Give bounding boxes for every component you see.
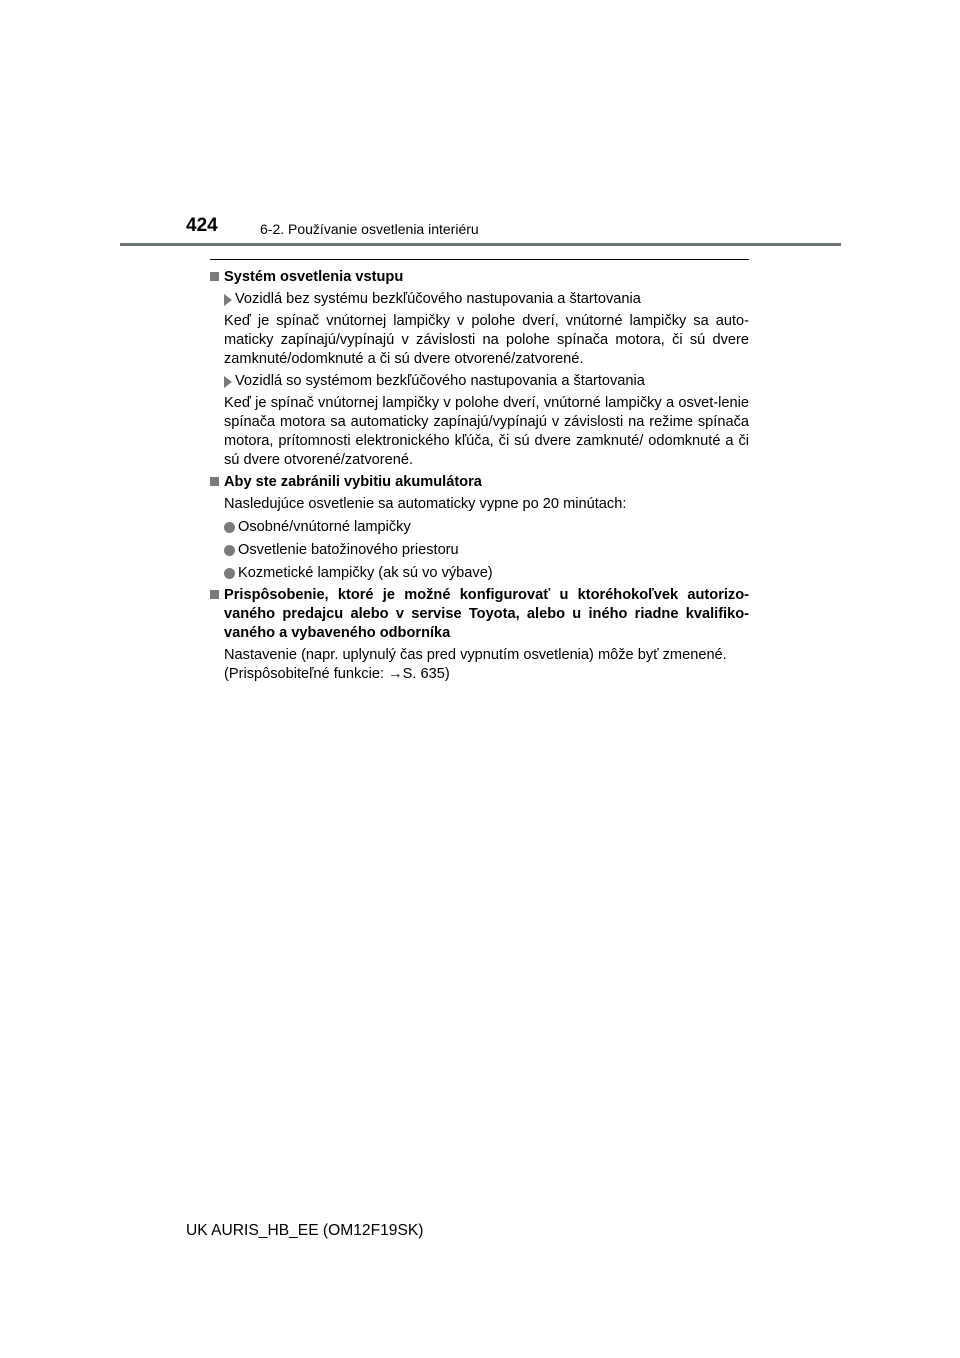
paragraph: Nasledujúce osvetlenie sa automaticky vypne po 20 minútach:: [224, 496, 627, 512]
section-title: 6-2. Používanie osvetlenia interiéru: [260, 221, 479, 237]
list-item-text: Kozmetické lampičky (ak sú vo výbave): [238, 565, 493, 581]
triangle-bullet-icon: [224, 294, 232, 306]
circle-bullet-icon: [224, 545, 235, 556]
footer-code: UK AURIS_HB_EE (OM12F19SK): [186, 1222, 424, 1239]
list-item: [224, 564, 749, 583]
heading-battery-discharge: [210, 473, 749, 492]
heading-text: Prispôsobenie, ktoré je možné konfigurovať u ktoréhokoľvek autorizo-vaného predajcu alebo v servise Toyota, alebo u iného riadne kvalifiko-vaného a vybaveného odborníka: [224, 587, 749, 641]
subheading-text: Vozidlá so systémom bezkľúčového nastupovania a štartovania: [235, 373, 645, 389]
list-item-text: Osobné/vnútorné lampičky: [238, 519, 411, 535]
paragraph: [224, 646, 749, 684]
circle-bullet-icon: [224, 522, 235, 533]
square-bullet-icon: [210, 272, 219, 281]
list-item: [224, 518, 749, 537]
content: [210, 265, 749, 684]
cross-reference-link[interactable]: (Prispôsobiteľné funkcie: →S. 635): [224, 666, 450, 682]
heading-text: Aby ste zabránili vybitiu akumulátora: [224, 474, 482, 490]
triangle-bullet-icon: [224, 376, 232, 388]
header-rule: [120, 243, 841, 246]
heading-entry-lighting: [210, 268, 749, 287]
paragraph: Keď je spínač vnútornej lampičky v polohe dverí, vnútorné lampičky sa auto-maticky zapínajú/vypínajú v závislosti na polohe spínača motora, či sú dvere zamknuté/odomknuté a či sú dvere otvorené/zatvorené.: [224, 313, 749, 367]
heading-customization: [210, 586, 749, 643]
content-rule: [210, 259, 749, 260]
square-bullet-icon: [210, 590, 219, 599]
paragraph: Keď je spínač vnútornej lampičky v polohe dverí, vnútorné lampičky a osvet-lenie spínača motora sa automaticky zapínajú/vypínajú v závislosti na režime spínača motora, prítomnosti elektronického kľúča, či sú dvere zamknuté/ odomknuté a či sú dvere otvorené/zatvorené.: [224, 395, 749, 468]
subheading-with-smart-entry: [224, 372, 749, 391]
list-item-text: Osvetlenie batožinového priestoru: [238, 542, 459, 558]
subheading-without-smart-entry: [224, 290, 749, 309]
list-item: [224, 541, 749, 560]
paragraph-line: Nastavenie (napr. uplynulý čas pred vypnutím osvetlenia) môže byť zmenené.: [224, 647, 727, 663]
square-bullet-icon: [210, 477, 219, 486]
heading-text: Systém osvetlenia vstupu: [224, 269, 404, 285]
page-number: 424: [186, 215, 218, 236]
subheading-text: Vozidlá bez systému bezkľúčového nastupovania a štartovania: [235, 291, 641, 307]
circle-bullet-icon: [224, 568, 235, 579]
